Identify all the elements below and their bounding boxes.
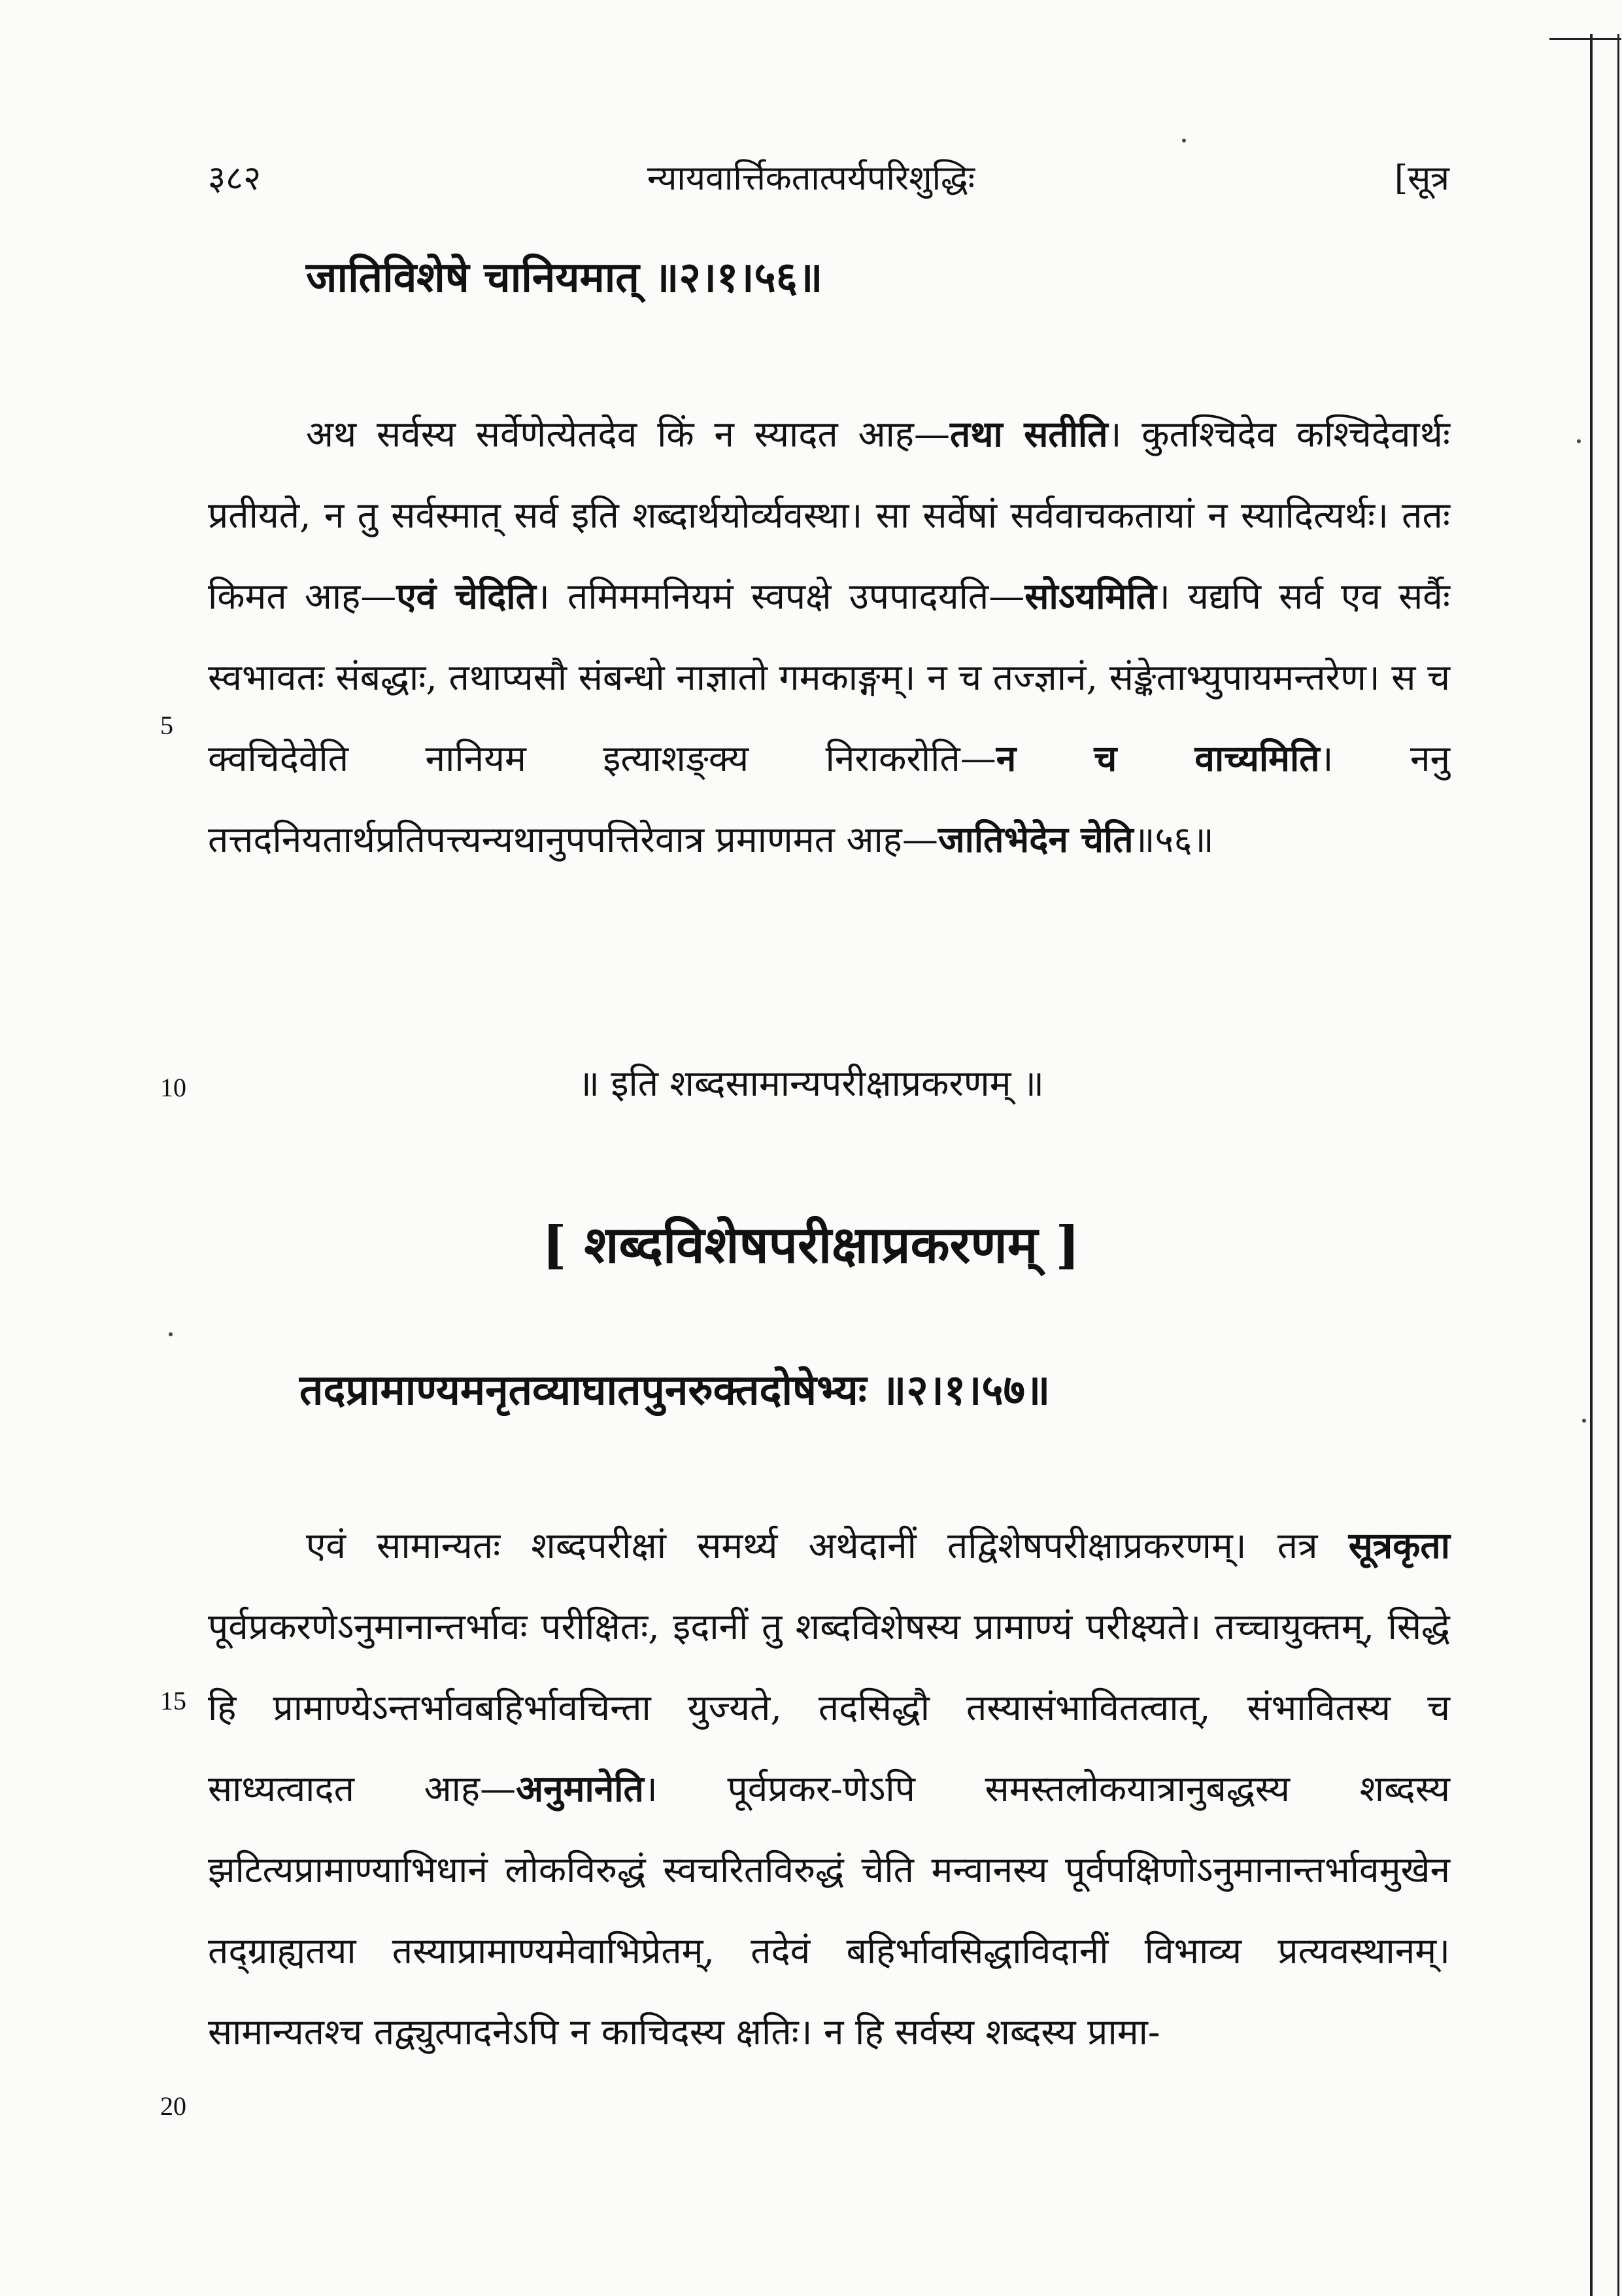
- colophon: ॥ इति शब्दसामान्यपरीक्षाप्रकरणम् ॥: [578, 1062, 1044, 1104]
- pratika: सूत्रकृता: [1348, 1524, 1450, 1566]
- speck: [1577, 439, 1581, 443]
- running-title: न्यायवार्त्तिकतात्पर्यपरिशुद्धिः: [647, 159, 975, 198]
- page-number: ३८२: [208, 159, 262, 198]
- scan-edge-top: [1549, 38, 1621, 40]
- text: । कुतश्चिदेव कश्चिदेवार्थः प्रतीयते, न तु सर्वस्मात् सर्व इति शब्दार्थयोर्व्यवस्था। सा सर्वेषां सर्ववाचकतायां न स्यादित्यर्थः। ततः किमत आह—: [208, 413, 1450, 617]
- pratika: तथा सतीति: [950, 413, 1108, 455]
- commentary-paragraph-2: [208, 1505, 1450, 2072]
- line-number: 20: [160, 2091, 186, 2121]
- text: । तमिममनियमं स्वपक्षे उपपादयति—: [536, 575, 1025, 617]
- pratika: जातिभेदेन चेति: [938, 818, 1134, 860]
- speck: [1182, 139, 1186, 143]
- pratika: अनुमानेति: [516, 1767, 644, 1810]
- text: ॥५६॥: [1133, 819, 1214, 860]
- commentary-paragraph-1: [208, 394, 1450, 880]
- text: अथ सर्वस्य सर्वेणेत्येतदेव किं न स्यादत आह—: [306, 413, 950, 455]
- speck: [1582, 1419, 1586, 1423]
- section-marker: [सूत्र: [1394, 159, 1449, 198]
- pratika: सोऽयमिति: [1024, 575, 1157, 617]
- pratika: न च वाच्यमिति: [996, 737, 1320, 779]
- text: पूर्वप्रकरणेऽनुमानान्तर्भावः परीक्षितः, इदानीं तु शब्दविशेषस्य प्रामाण्यं परीक्ष्यते। तच्चायुक्तम्, सिद्धे हि प्रामाण्येऽन्तर्भावबहिर्भावचिन्ता युज्यते, तदसिद्धौ तस्यासंभावितत्वात्, संभावितस्य च साध्यत्वादत आह—: [208, 1606, 1450, 1810]
- line-number: 15: [160, 1686, 186, 1715]
- text: । पूर्वप्रकर-णेऽपि समस्तलोकयात्रानुबद्धस्य शब्दस्य झटित्यप्रामाण्याभिधानं लोकविरुद्धं स्वचरितविरुद्धं चेति मन्वानस्य पूर्वपक्षिणोऽनुमानान्तर्भावमुखेन तद्ग्राह्यतया तस्याप्रामाण्यमेवाभिप्रेतम्, तदेवं बहिर्भावसिद्धाविदानीं विभाव्य प्रत्यवस्थानम्। सामान्यतश्च तद्व्युत्पादनेऽपि न काचिदस्य क्षतिः। न हि सर्वस्य शब्दस्य प्रामा-: [208, 1768, 1450, 2053]
- scan-edge-outer: [1617, 34, 1619, 2296]
- scan-edge: [1590, 34, 1593, 2296]
- section-heading: [ शब्दविशेषपरीक्षाप्रकरणम् ]: [542, 1215, 1080, 1275]
- line-number: 10: [160, 1073, 186, 1102]
- line-number: 5: [160, 711, 173, 740]
- text: एवं सामान्यतः शब्दपरीक्षां समर्थ्य अथेदानीं तद्विशेषपरीक्षाप्रकरणम्। तत्र: [306, 1525, 1349, 1566]
- sutra-57: तदप्रामाण्यमनृतव्याघातपुनरुक्तदोषेभ्यः ॥२।१।५७॥: [299, 1366, 1051, 1415]
- text: । यद्यपि सर्व एव सर्वैः स्वभावतः संबद्धाः, तथाप्यसौ संबन्धो नाज्ञातो गमकाङ्गम्। न च तज्ज्ञानं, संङ्केताभ्युपायमन्तरेण। स च क्वचिदेवेति नानियम इत्याशङ्क्य निराकरोति—: [208, 575, 1450, 779]
- sutra-56: जातिविशेषे चानियमात् ॥२।१।५६॥: [306, 253, 823, 302]
- pratika: एवं चेदिति: [396, 575, 537, 617]
- speck: [169, 1332, 173, 1336]
- text: । ननु तत्तदनियतार्थप्रतिपत्त्यन्यथानुपपत्तिरेवात्र प्रमाणमत आह—: [208, 737, 1450, 860]
